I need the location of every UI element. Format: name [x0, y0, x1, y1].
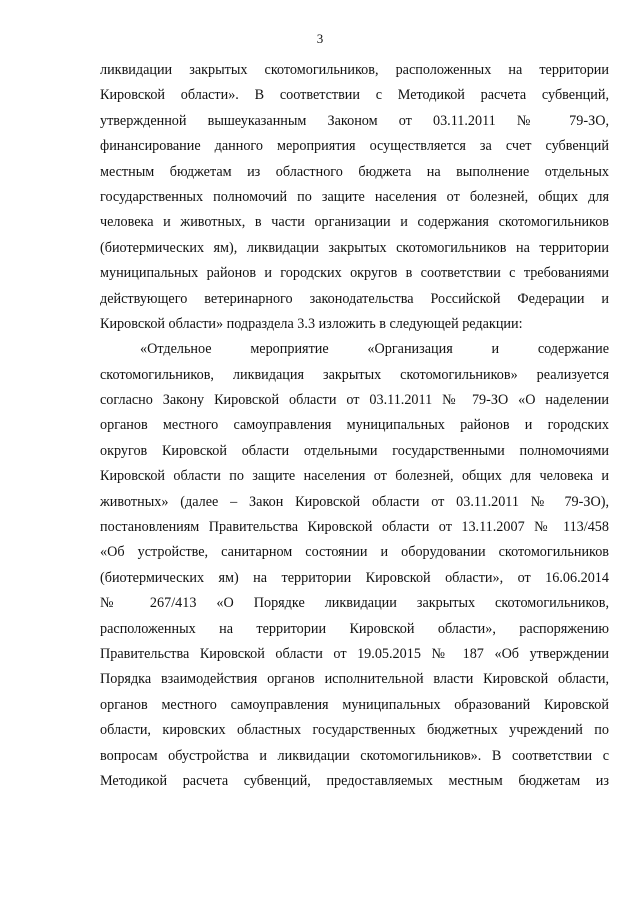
page-number: 3 [316, 31, 324, 46]
text-line: расположенных на территории Кировской области», распоряжению [100, 620, 609, 637]
text-line: человека и животных, в части организации и содержания скотомогильников [100, 214, 609, 231]
text-line: вопросам обустройства и ликвидации скотомогильников». В соответствии с [100, 747, 609, 764]
text-line: Порядка взаимодействия органов исполнительной власти Кировской области, [100, 671, 609, 688]
text-line: муниципальных районов и городских округов в соответствии с требованиями [100, 265, 609, 282]
text-line: ликвидации закрытых скотомогильников, расположенных на территории [100, 62, 609, 78]
text-line: «Об устройстве, санитарном состоянии и оборудовании скотомогильников [100, 544, 609, 561]
text-line: утвержденной вышеуказанным Законом от 03.11.2011 № 79-ЗО, [100, 112, 609, 129]
text-line: согласно Закону Кировской области от 03.11.2011 № 79-ЗО «О наделении [100, 392, 609, 409]
text-line: органов местного самоуправления муниципальных образований Кировской [100, 696, 609, 713]
text-line: Правительства Кировской области от 19.05.2015 № 187 «Об утверждении [100, 645, 609, 662]
text-line: Методикой расчета субвенций, предоставляемых местным бюджетам из [100, 772, 609, 789]
text-line: № 267/413 «О Порядке ликвидации закрытых скотомогильников, [100, 595, 609, 612]
text-line: финансирование данного мероприятия осуществляется за счет субвенций [100, 138, 609, 155]
text-line: «Отдельное мероприятие «Организация и содержание [140, 341, 609, 358]
text-line: скотомогильников, ликвидация закрытых скотомогильников» реализуется [100, 366, 609, 383]
text-line: Кировской области по защите населения от болезней, общих для человека и [100, 468, 609, 485]
text-line: округов Кировской области отдельными государственными полномочиями [100, 442, 609, 459]
text-line: Кировской области». В соответствии с Методикой расчета субвенций, [100, 87, 609, 104]
text-line: (биотермических ям), ликвидации закрытых скотомогильников на территории [100, 239, 609, 256]
body-text [100, 58, 609, 794]
text-line: действующего ветеринарного законодательства Российской Федерации и [100, 290, 609, 307]
text-line: животных» (далее – Закон Кировской области от 03.11.2011 № 79-ЗО), [100, 493, 609, 510]
text-line: постановлениям Правительства Кировской области от 13.11.2007 № 113/458 [100, 519, 609, 536]
text-line: государственных полномочий по защите населения от болезней, общих для [100, 188, 609, 205]
text-line: (биотермических ям) на территории Кировской области», от 16.06.2014 [100, 569, 609, 586]
text-line: Кировской области» подраздела 3.3 изложить в следующей редакции: [100, 315, 523, 332]
text-line: органов местного самоуправления муниципальных районов и городских [100, 417, 609, 434]
text-line: области, кировских областных государственных бюджетных учреждений по [100, 722, 609, 739]
text-line: местным бюджетам из областного бюджета на выполнение отдельных [100, 163, 609, 180]
